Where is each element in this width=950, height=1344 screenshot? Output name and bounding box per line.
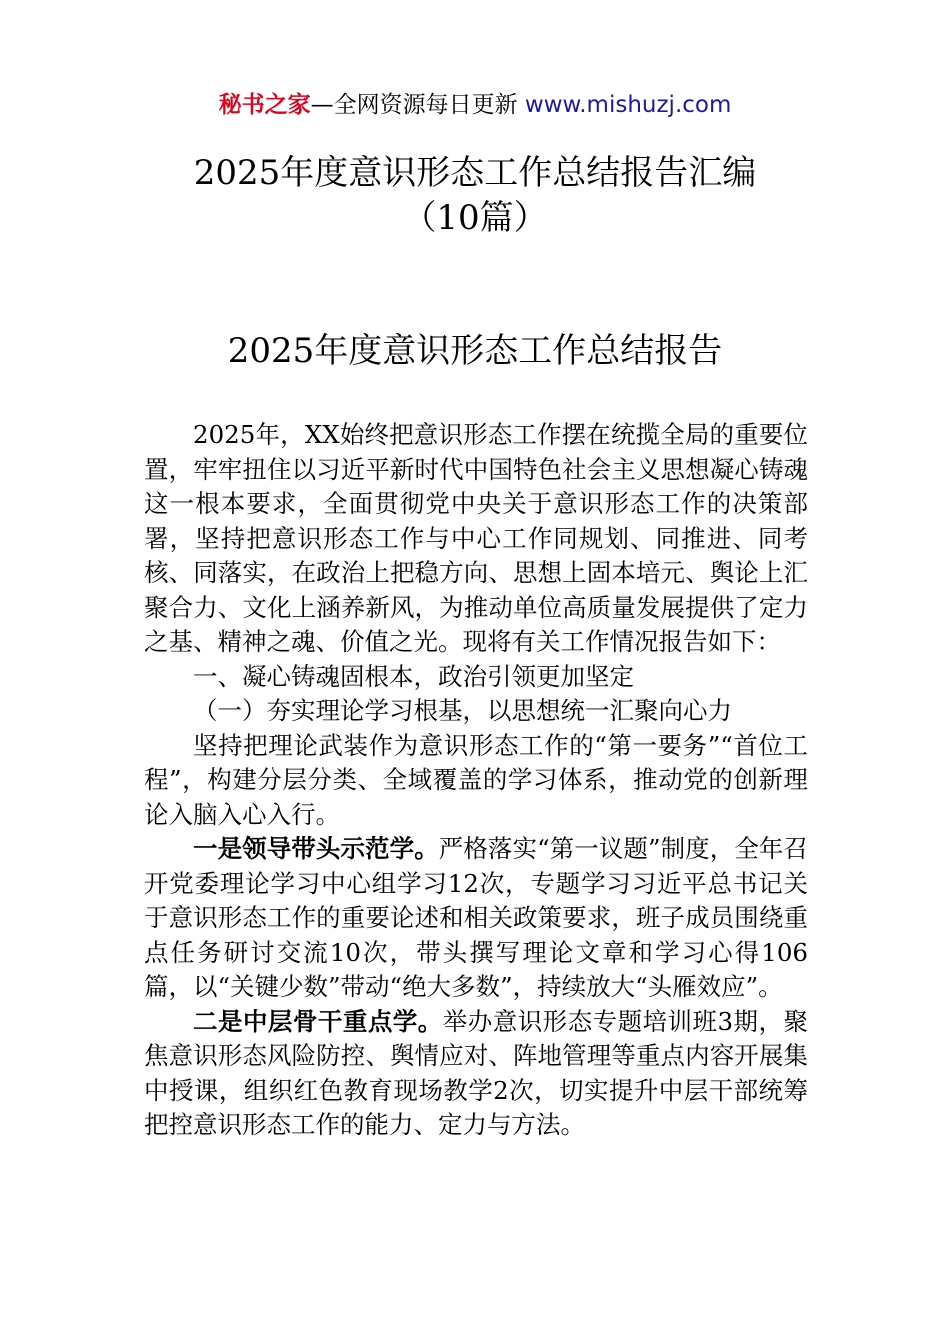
site-header — [0, 90, 950, 120]
point-1-lead: 一是领导带头示范学。 — [193, 834, 439, 863]
document-body — [144, 418, 808, 1143]
heading-level-1: 一、凝心铸魂固根本，政治引领更加坚定 — [193, 661, 634, 691]
point-paragraph-2 — [144, 1005, 808, 1143]
body-paragraph: 坚持把理论武装作为意识形态工作的“第一要务”“首位工程”，构建分层分类、全域覆盖的学习体系，推动党的创新理论入脑入心入行。 — [144, 730, 808, 829]
header-dash: — — [310, 92, 334, 118]
point-2-lead: 二是中层骨干重点学。 — [193, 1006, 443, 1036]
point-2-text: 举办意识形态专题培训班3期，聚焦意识形态风险防控、舆情应对、阵地管理等重点内容开展集中授课，组织红色教育现场教学2次，切实提升中层干部统筹把控意识形态工作的能力、定力与方法。 — [144, 1006, 809, 1139]
section-title: 2025年度意识形态工作总结报告 — [227, 331, 723, 371]
site-url-link[interactable]: www.mishuzj.com — [524, 92, 732, 118]
point-paragraph-1 — [144, 832, 808, 1005]
document-title: 2025年度意识形态工作总结报告汇编 — [193, 153, 757, 193]
intro-paragraph: 2025年，XX始终把意识形态工作摆在统揽全局的重要位置，牢牢扭住以习近平新时代中国特色社会主义思想凝心铸魂这一根本要求，全面贯彻党中央关于意识形态工作的决策部署，坚持把意识形态工作与中心工作同规划、同推进、同考核、同落实，在政治上把稳方向、思想上固本培元、舆论上汇聚合力、文化上涵养新风，为推动单位高质量发展提供了定力之基、精神之魂、价值之光。现将有关工作情况报告如下： — [144, 420, 808, 656]
heading-level-2: （一）夯实理论学习根基，以思想统一汇聚向心力 — [193, 696, 732, 725]
document-subtitle: （10篇） — [402, 198, 548, 238]
point-1-text: 严格落实“第一议题”制度，全年召开党委理论学习中心组学习12次，专题学习习近平总书记关于意识形态工作的重要论述和相关政策要求，班子成员围绕重点任务研讨交流10次，带头撰写理论文章和学习心得106篇，以“关键少数”带动“绝大多数”，持续放大“头雁效应”。 — [144, 834, 808, 1001]
site-tagline: 全网资源每日更新 — [333, 92, 518, 118]
site-brand: 秘书之家 — [218, 92, 311, 118]
